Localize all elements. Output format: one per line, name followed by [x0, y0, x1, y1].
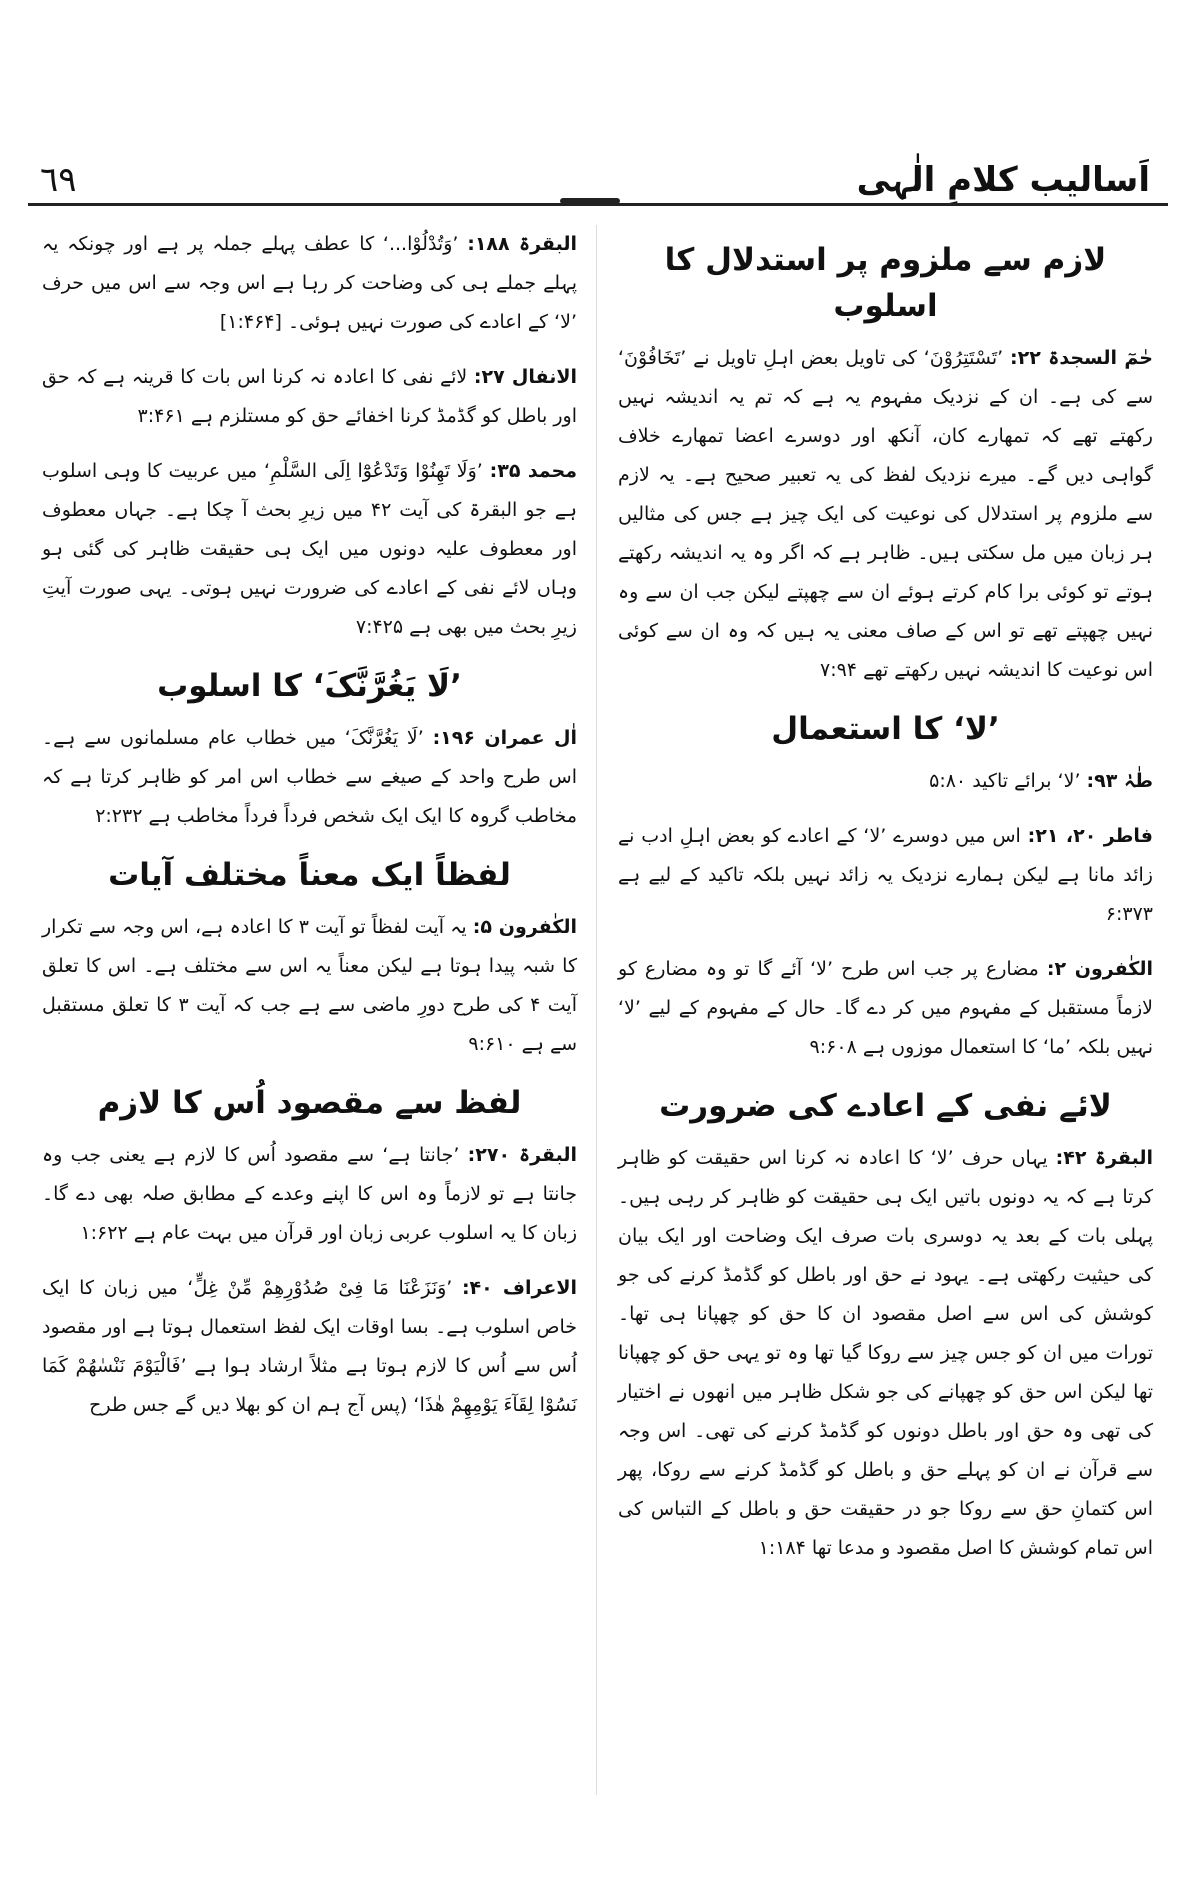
- verse-reference: طٰہٰ ۹۳:: [1086, 770, 1153, 792]
- paragraph-baqarah-270: [42, 1136, 577, 1253]
- paragraph-baqarah-188: [42, 225, 577, 342]
- verse-reference: الکٰفرون ۲:: [1046, 958, 1153, 980]
- verse-reference: البقرۃ ۴۲:: [1055, 1147, 1153, 1169]
- verse-reference: اٰل عمران ۱۹۶:: [432, 727, 577, 749]
- right-column: [618, 225, 1153, 1584]
- paragraph-text: ’لَا یَغُرَّنَّکَ‘ میں خطاب عام مسلمانوں سے ہے۔ اس طرح واحد کے صیغے سے خطاب اس امر کو ظاہر کرتا ہے کہ مخاطب گروہ کا ایک ایک شخص فرداً فرداً مخاطب ہے ۲:۲۳۲: [42, 727, 577, 827]
- paragraph-text: ’جانتا ہے‘ سے مقصود اُس کا لازم ہے یعنی جب وہ جانتا ہے تو لازماً وہ اس کا اپنے وعدے کے مطابق صلہ بھی دے گا۔ زبان کا یہ اسلوب عربی زبان اور قرآن میں بہت عام ہے ۱:۶۲۲: [42, 1144, 577, 1244]
- verse-reference: حٰمٓ السجدۃ ۲۲:: [1010, 347, 1153, 369]
- section-heading-word-and-its-corollary: لفظ سے مقصود اُس کا لازم: [97, 1085, 522, 1121]
- section-heading-repetition-need: لائے نفی کے اعادے کی ضرورت: [659, 1088, 1112, 1124]
- paragraph-text: اس میں دوسرے ’لا‘ کے اعادے کو بعض اہلِ ادب نے زائد مانا ہے لیکن ہمارے نزدیک یہ زائد نہیں بلکہ تاکید کے لیے ہے ۶:۳۷۳: [618, 825, 1153, 925]
- page-number: ٦٩: [40, 160, 77, 200]
- running-header: [40, 160, 1170, 200]
- verse-reference: فاطر ۲۰، ۲۱:: [1027, 825, 1153, 847]
- verse-reference: الانفال ۲۷:: [473, 366, 577, 388]
- paragraph-ha-meem-sajdah: [618, 339, 1153, 690]
- paragraph-text: ’تَسْتَتِرُوْنَ‘ کی تاویل بعض اہلِ تاویل نے ’تَخَافُوْنَ‘ سے کی ہے۔ ان کے نزدیک مفہوم یہ ہے کہ تم یہ اندیشہ نہیں رکھتے تھے کہ تمھارے کان، آنکھ اور دوسرے اعضا تمھارے خلاف گواہی دیں گے۔ میرے نزدیک لفظ کی یہ تعبیر صحیح ہے۔ یہ لازم سے ملزوم پر استدلال کی نوعیت کی ایک چیز ہے جس کی مثالیں ہر زبان میں مل سکتی ہیں۔ ظاہر ہے کہ اگر وہ یہ اندیشہ رکھتے ہوتے تو کوئی برا کام کرتے ہوئے ان سے چھپتے لیکن جب ان سے وہ نہیں چھپتے تھے تو اس کے صاف معنی یہ ہیں کہ وہ ان سے کوئی اس نوعیت کا اندیشہ نہیں رکھتے تھے ۷:۹۴: [618, 347, 1153, 681]
- verse-reference: الکٰفرون ۵:: [472, 916, 577, 938]
- section-heading-lazim-malzum: لازم سے ملزوم پر استدلال کا اسلوب: [664, 242, 1107, 324]
- section-heading-la-yaghurrannaka: ’لَا یَغُرَّنَّکَ‘ کا اسلوب: [157, 668, 462, 704]
- header-rule-ornament: [560, 198, 620, 204]
- paragraph-text: مضارع پر جب اس طرح ’لا‘ آئے گا تو وہ مضارع کو لازماً مستقبل کے مفہوم میں کر دے گا۔ حال کے مفہوم کے لیے ’لا‘ نہیں بلکہ ’ما‘ کا استعمال موزوں ہے ۹:۶۰۸: [618, 958, 1153, 1058]
- paragraph-al-imran-196: [42, 719, 577, 836]
- paragraph-taha: [618, 762, 1153, 801]
- section-heading-la-usage: ’لا‘ کا استعمال: [771, 711, 1000, 747]
- left-column: [42, 225, 577, 1441]
- paragraph-muhammad-35: [42, 452, 577, 647]
- paragraph-text: یہاں حرف ’لا‘ کا اعادہ نہ کرنا اس حقیقت کو ظاہر کرتا ہے کہ یہ دونوں باتیں ایک ہی حقیقت کو ظاہر کر رہی ہیں۔ پہلی بات کے بعد یہ دوسری بات صرف ایک وضاحت اور ایک بیان کی حیثیت رکھتی ہے۔ یہود نے حق اور باطل کو گڈمڈ کرنے کی جو کوشش کی اس سے اصل مقصود ان کا حق کو چھپانا ہی تھا۔ تورات میں ان کو جس چیز سے روکا گیا تھا وہ تو یہی حق کو چھپانا تھا لیکن اس حق کو چھپانے کی جو شکل ظاہر میں انھوں نے اختیار کی تھی وہ حق اور باطل دونوں کو گڈمڈ کرنے کی تھی۔ اس وجہ سے قرآن نے ان کو پہلے حق و باطل کو گڈمڈ کرنے سے روکا، پھر اس کتمانِ حق سے روکا جو در حقیقت حق و باطل کے التباس کی اس تمام کوشش کا اصل مقصود و مدعا تھا ۱:۱۸۴: [618, 1147, 1153, 1559]
- paragraph-text: ’وَنَزَعْنَا مَا فِیْ صُدُوْرِھِمْ مِّنْ غِلٍّ‘ میں زبان کا ایک خاص اسلوب ہے۔ بسا اوقات ایک لفظ استعمال ہوتا ہے اور مقصود اُس سے اُس کا لازم ہوتا ہے مثلاً ارشاد ہوا ہے ’فَالْیَوْمَ نَنْسٰھُمْ کَمَا نَسُوْا لِقَآءَ یَوْمِھِمْ ھٰذَا‘ (پس آج ہم ان کو بھلا دیں گے جس طرح: [42, 1277, 577, 1416]
- verse-reference: محمد ۳۵:: [489, 460, 577, 482]
- verse-reference: البقرۃ ۲۷۰:: [467, 1144, 577, 1166]
- paragraph-text: ’وَتُدْلُوْا...‘ کا عطف پہلے جملہ پر ہے اور چونکہ یہ پہلے جملے ہی کی وضاحت کر رہا ہے اس وجہ سے اس میں حرف ’لا‘ کے اعادے کی صورت نہیں ہوئی۔ [۱:۴۶۴]: [42, 233, 577, 333]
- paragraph-text: لائے نفی کا اعادہ نہ کرنا اس بات کا قرینہ ہے کہ حق اور باطل کو گڈمڈ کرنا اخفائے حق کو مستلزم ہے ۳:۴۶۱: [42, 366, 577, 427]
- paragraph-araf-40: [42, 1269, 577, 1425]
- section-heading-same-words-different-meaning: لفظاً ایک معناً مختلف آیات: [108, 857, 511, 893]
- paragraph-anfal-27: [42, 358, 577, 436]
- verse-reference: البقرۃ ۱۸۸:: [467, 233, 577, 255]
- verse-reference: الاعراف ۴۰:: [461, 1277, 577, 1299]
- paragraph-text: ’لا‘ برائے تاکید ۵:۸۰: [929, 770, 1087, 792]
- column-divider: [596, 225, 597, 1795]
- paragraph-baqarah-42: [618, 1139, 1153, 1568]
- paragraph-text: ’وَلَا تَھِنُوْا وَتَدْعُوْٓا اِلَی السَّلْمِ‘ میں عربیت کا وہی اسلوب ہے جو البقرۃ کی آیت ۴۲ میں زیرِ بحث آ چکا ہے۔ جہاں معطوف اور معطوف علیہ دونوں میں ایک ہی حقیقت ظاہر کی گئی ہو وہاں لائے نفی کے اعادے کی ضرورت نہیں ہوتی۔ یہی صورت آیتِ زیرِ بحث میں بھی ہے ۷:۴۲۵: [42, 460, 577, 638]
- paragraph-kafirun-5: [42, 908, 577, 1064]
- paragraph-text: یہ آیت لفظاً تو آیت ۳ کا اعادہ ہے، اس وجہ سے تکرار کا شبہ پیدا ہوتا ہے لیکن معناً یہ اس سے مختلف ہے۔ اس کا تعلق آیت ۴ کی طرح دورِ ماضی سے ہے جب کہ آیت ۳ کا تعلق مستقبل سے ہے ۹:۶۱۰: [42, 916, 577, 1055]
- paragraph-kafirun-2: [618, 950, 1153, 1067]
- book-title: اَسالیب کلامِ الٰہی: [856, 160, 1150, 200]
- paragraph-fatir: [618, 817, 1153, 934]
